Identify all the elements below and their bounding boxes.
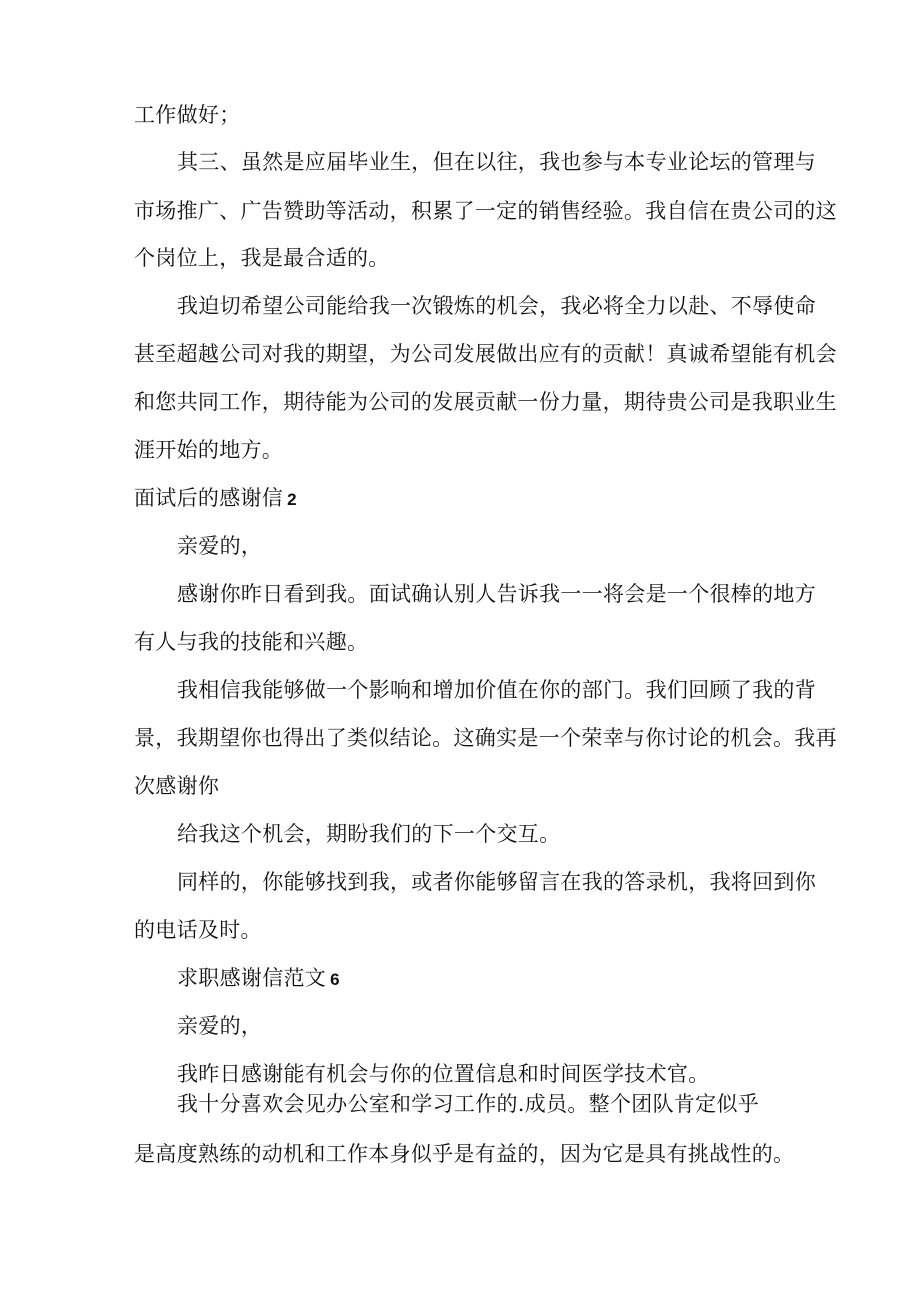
salutation: 亲爱的， [177,1014,263,1038]
text-line: 次感谢你 [134,774,220,798]
text-line: 其三、虽然是应届毕业生，但在以往，我也参与本专业论坛的管理与 [177,150,816,174]
text-line: 的电话及时。 [134,918,262,942]
text-line: 景，我期望你也得出了类似结论。这确实是一个荣幸与你讨论的机会。我再 [134,726,837,750]
text-line: 有人与我的技能和兴趣。 [134,630,369,654]
section-heading [134,484,297,514]
text-line: 工作做好； [134,103,241,127]
text-line: 涯开始的地方。 [134,438,284,462]
text-line: 是高度熟练的动机和工作本身似乎是有益的，因为它是具有挑战性的。 [134,1142,795,1166]
text-line: 我昨日感谢能有机会与你的位置信息和时间医学技术官。 [177,1062,710,1086]
text-line: 我十分喜欢会见办公室和学习工作的.成员。整个团队肯定似乎 [177,1092,760,1116]
heading-text: 求职感谢信范文 [177,966,327,990]
heading-number: 6 [330,970,340,989]
text-line: 给我这个机会，期盼我们的下一个交互。 [177,822,561,846]
text-line: 我相信我能够做一个影响和增加价值在你的部门。我们回顾了我的背 [177,678,816,702]
text-line: 和您共同工作，期待能为公司的发展贡献一份力量，期待贵公司是我职业生 [134,390,837,414]
text-line: 同样的，你能够找到我，或者你能够留言在我的答录机，我将回到你 [177,870,816,894]
section-heading [177,964,340,994]
heading-text: 面试后的感谢信 [134,486,284,510]
salutation: 亲爱的， [177,534,263,558]
text-line: 个岗位上，我是最合适的。 [134,246,390,270]
text-line: 甚至超越公司对我的期望，为公司发展做出应有的贡献！真诚希望能有机会 [134,342,837,366]
text-line: 感谢你昨日看到我。面试确认别人告诉我一一将会是一个很棒的地方 [177,582,816,606]
heading-number: 2 [287,490,297,509]
text-line: 市场推广、广告赞助等活动，积累了一定的销售经验。我自信在贵公司的这 [134,199,837,223]
text-line: 我迫切希望公司能给我一次锻炼的机会，我必将全力以赴、不辱使命 [177,294,816,318]
